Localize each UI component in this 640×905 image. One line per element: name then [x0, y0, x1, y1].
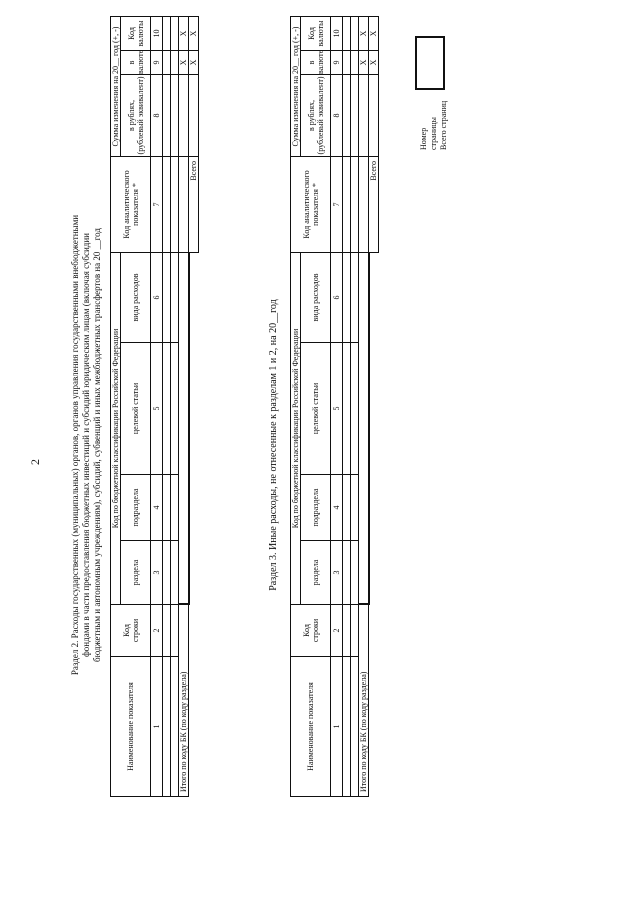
header-line-code [291, 605, 331, 657]
section3-title: Раздел 3. Иные расходы, не отнесенные к разделам 1 и 2, на 20__год [268, 299, 279, 591]
col-number: 3 [151, 541, 163, 605]
header-currency-code [301, 16, 331, 50]
header-currency-code-2: валюты [135, 20, 145, 47]
cell[interactable] [343, 475, 351, 541]
col-number: 10 [151, 16, 163, 50]
cell[interactable] [171, 343, 179, 475]
cell[interactable] [351, 541, 359, 605]
cell[interactable] [171, 657, 179, 797]
cell[interactable] [343, 605, 351, 657]
cell[interactable] [171, 16, 179, 50]
total-row [189, 16, 199, 796]
col-number: 6 [331, 252, 343, 342]
cell[interactable] [343, 50, 351, 74]
cell[interactable] [351, 657, 359, 797]
cell[interactable] [343, 343, 351, 475]
cell[interactable] [163, 16, 171, 50]
cell[interactable] [163, 541, 171, 605]
total-label: Всего [189, 156, 199, 252]
cell[interactable] [343, 252, 351, 342]
x-mark: X [179, 50, 189, 74]
section2-title [70, 55, 103, 835]
cell[interactable] [343, 74, 351, 156]
section2-title-line: фондами в части предоставления бюджетных инвестиций и субсидий юридическим лицам (включая субсидии [81, 232, 91, 658]
cell[interactable] [179, 156, 189, 252]
col-number: 8 [151, 74, 163, 156]
table-row [351, 16, 359, 796]
cell[interactable] [351, 252, 359, 342]
header-expense-type: вида расходов [301, 252, 331, 342]
col-number: 8 [331, 74, 343, 156]
col-number: 5 [151, 343, 163, 475]
cell[interactable] [163, 156, 171, 252]
header-target: целевой статьи [301, 343, 331, 475]
page-number-box[interactable] [415, 36, 445, 90]
header-rub-2: (рублевый эквивалент) [135, 76, 145, 155]
x-mark: X [369, 50, 379, 74]
header-analytic: Код аналитического показателя * [291, 156, 331, 252]
section2-title-line: бюджетным и автономным учреждениям), субсидий, субвенций и иных межбюджетных трансфертов на 20 __год [92, 228, 102, 662]
col-number: 5 [331, 343, 343, 475]
header-rub [301, 74, 331, 156]
cell[interactable] [163, 343, 171, 475]
x-mark: X [369, 16, 379, 50]
blank [189, 252, 199, 796]
cell[interactable] [163, 475, 171, 541]
x-mark: X [189, 50, 199, 74]
cell[interactable] [359, 74, 369, 156]
cell[interactable] [351, 74, 359, 156]
subtotal-label: Итого по коду БК (по коду раздела) [179, 605, 189, 797]
header-currency-code-1: Код [126, 27, 136, 40]
column-numbers-row [331, 16, 343, 796]
cell[interactable] [171, 541, 179, 605]
cell[interactable] [343, 16, 351, 50]
col-number: 9 [331, 50, 343, 74]
cell [359, 252, 369, 604]
header-name: Наименование показателя [291, 657, 331, 797]
header-section: раздела [301, 541, 331, 605]
cell[interactable] [163, 74, 171, 156]
header-rub-2: (рублевый эквивалент) [315, 76, 325, 155]
section2-title-line: Раздел 2. Расходы государственных (муниципальных) органов, органов управления государственными внебюджетными [70, 214, 80, 676]
header-subsection: подраздела [121, 475, 151, 541]
header-rub-1: в рублях, [306, 99, 316, 132]
subtotal-row [359, 16, 369, 796]
header-target: целевой статьи [121, 343, 151, 475]
header-bk-group: Код по бюджетной классификации Российской Федерации [111, 252, 121, 604]
header-currency: в валюте [121, 50, 151, 74]
cell[interactable] [351, 605, 359, 657]
header-bk-group: Код по бюджетной классификации Российской Федерации [291, 252, 301, 604]
header-subsection: подраздела [301, 475, 331, 541]
cell[interactable] [343, 657, 351, 797]
page-labels [419, 96, 449, 150]
x-mark: X [359, 50, 369, 74]
col-number: 7 [331, 156, 343, 252]
column-numbers-row [151, 16, 163, 796]
col-number: 4 [331, 475, 343, 541]
header-line-code-1: Код [121, 624, 131, 637]
subtotal-label: Итого по коду БК (по коду раздела) [359, 605, 369, 797]
col-number: 10 [331, 16, 343, 50]
cell[interactable] [163, 605, 171, 657]
cell[interactable] [171, 74, 179, 156]
header-line-code [111, 605, 151, 657]
header-currency-code-2: валюты [315, 20, 325, 47]
cell[interactable] [351, 475, 359, 541]
header-currency-code [121, 16, 151, 50]
total-label: Всего [369, 156, 379, 252]
section3-table [290, 16, 379, 797]
subtotal-row [179, 16, 189, 796]
cell[interactable] [343, 156, 351, 252]
cell[interactable] [359, 156, 369, 252]
header-expense-type: вида расходов [121, 252, 151, 342]
x-mark: X [189, 16, 199, 50]
header-currency-code-1: Код [306, 27, 316, 40]
cell[interactable] [163, 252, 171, 342]
header-analytic: Код аналитического показателя * [111, 156, 151, 252]
cell[interactable] [351, 50, 359, 74]
section2-table [110, 16, 199, 797]
cell[interactable] [163, 50, 171, 74]
cell[interactable] [343, 541, 351, 605]
col-number: 2 [331, 605, 343, 657]
cell[interactable] [351, 343, 359, 475]
cell[interactable] [163, 657, 171, 797]
cell[interactable] [351, 156, 359, 252]
header-line-code-2: строки [130, 618, 140, 643]
header-currency: в валюте [301, 50, 331, 74]
header-rub-1: в рублях, [126, 99, 136, 132]
cell[interactable] [351, 16, 359, 50]
cell[interactable] [171, 605, 179, 657]
header-change-group: Сумма изменения на 20__ год (+, -) [111, 16, 121, 156]
cell[interactable] [171, 50, 179, 74]
cell [179, 252, 189, 604]
x-mark: X [359, 16, 369, 50]
cell[interactable] [171, 252, 179, 342]
header-rub [121, 74, 151, 156]
page-number: 2 [28, 459, 42, 465]
header-line-code-1: Код [301, 624, 311, 637]
blank [369, 252, 379, 796]
table-row [171, 16, 179, 796]
header-change-group: Сумма изменения на 20__ год (+, -) [291, 16, 301, 156]
col-number: 3 [331, 541, 343, 605]
cell[interactable] [189, 74, 199, 156]
cell[interactable] [171, 475, 179, 541]
col-number: 1 [331, 657, 343, 797]
col-number: 9 [151, 50, 163, 74]
col-number: 2 [151, 605, 163, 657]
cell[interactable] [179, 74, 189, 156]
col-number: 7 [151, 156, 163, 252]
x-mark: X [179, 16, 189, 50]
cell[interactable] [171, 156, 179, 252]
table-row [343, 16, 351, 796]
header-section: раздела [121, 541, 151, 605]
table-row [163, 16, 171, 796]
header-name: Наименование показателя [111, 657, 151, 797]
total-pages-label: Всего страниц [439, 100, 448, 150]
col-number: 1 [151, 657, 163, 797]
cell[interactable] [369, 74, 379, 156]
total-row [369, 16, 379, 796]
col-number: 6 [151, 252, 163, 342]
header-line-code-2: строки [310, 618, 320, 643]
col-number: 4 [151, 475, 163, 541]
page-number-label: Номер страницы [419, 117, 438, 150]
